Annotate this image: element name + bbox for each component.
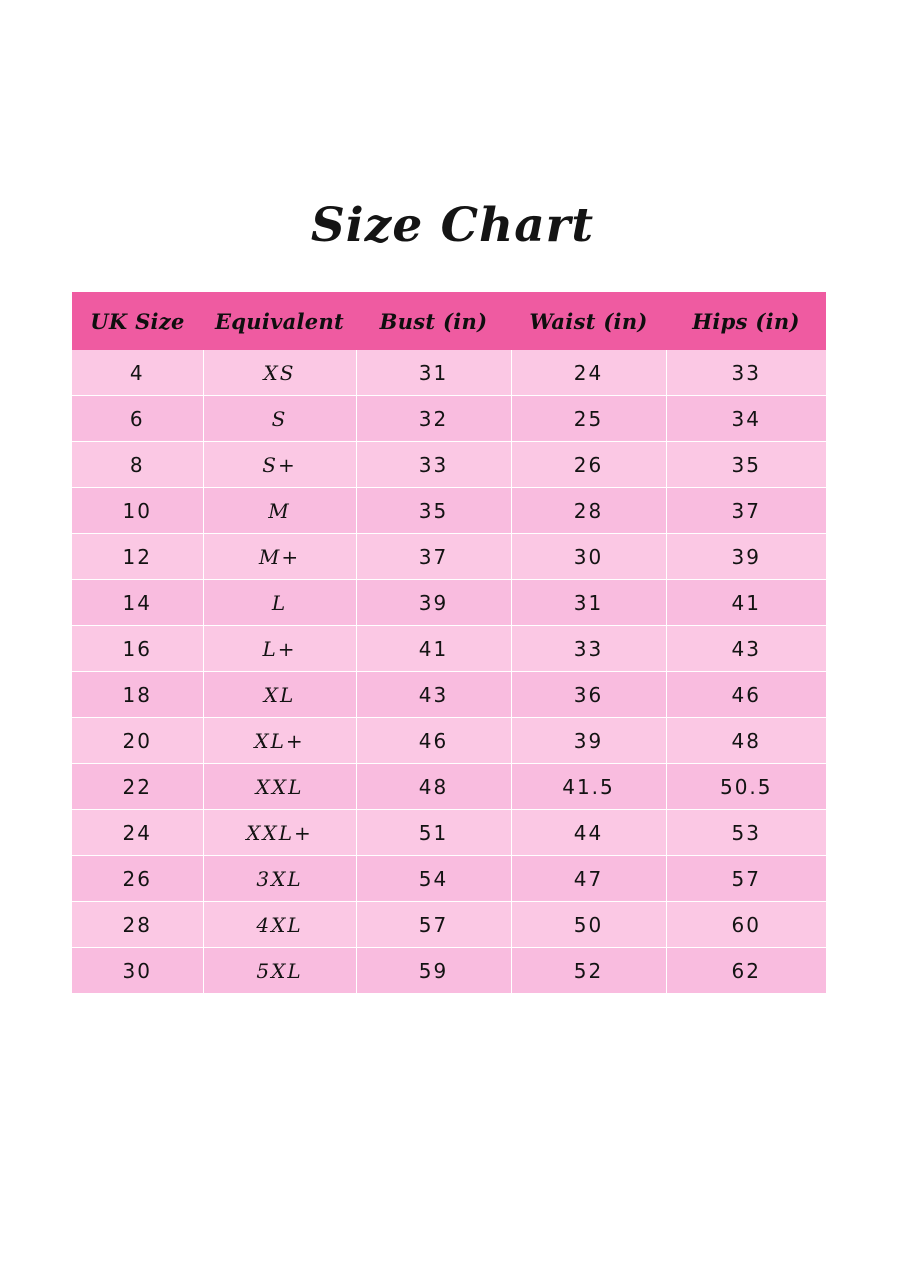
cell-equivalent: M xyxy=(203,488,356,534)
cell-equivalent: XL xyxy=(203,672,356,718)
size-chart-table-container xyxy=(72,292,826,993)
cell-waist: 28 xyxy=(511,488,666,534)
cell-waist: 44 xyxy=(511,810,666,856)
column-header-hips: Hips (in) xyxy=(666,292,826,350)
cell-equivalent: 5XL xyxy=(203,948,356,994)
cell-hips: 46 xyxy=(666,672,826,718)
cell-hips: 43 xyxy=(666,626,826,672)
cell-uk-size: 22 xyxy=(72,764,203,810)
cell-waist: 50 xyxy=(511,902,666,948)
table-row xyxy=(72,718,826,764)
cell-hips: 37 xyxy=(666,488,826,534)
table-row xyxy=(72,902,826,948)
cell-bust: 37 xyxy=(356,534,511,580)
table-row xyxy=(72,488,826,534)
cell-hips: 62 xyxy=(666,948,826,994)
cell-equivalent: S+ xyxy=(203,442,356,488)
column-header-uk-size: UK Size xyxy=(72,292,203,350)
cell-uk-size: 4 xyxy=(72,350,203,396)
cell-bust: 32 xyxy=(356,396,511,442)
cell-uk-size: 14 xyxy=(72,580,203,626)
cell-hips: 57 xyxy=(666,856,826,902)
cell-hips: 50.5 xyxy=(666,764,826,810)
table-header-row xyxy=(72,292,826,350)
table-row xyxy=(72,442,826,488)
cell-hips: 53 xyxy=(666,810,826,856)
cell-waist: 47 xyxy=(511,856,666,902)
cell-equivalent: XL+ xyxy=(203,718,356,764)
cell-waist: 26 xyxy=(511,442,666,488)
cell-bust: 54 xyxy=(356,856,511,902)
table-row xyxy=(72,810,826,856)
cell-equivalent: 4XL xyxy=(203,902,356,948)
cell-hips: 35 xyxy=(666,442,826,488)
cell-equivalent: S xyxy=(203,396,356,442)
cell-uk-size: 6 xyxy=(72,396,203,442)
cell-hips: 34 xyxy=(666,396,826,442)
cell-uk-size: 20 xyxy=(72,718,203,764)
cell-waist: 33 xyxy=(511,626,666,672)
cell-uk-size: 18 xyxy=(72,672,203,718)
cell-bust: 43 xyxy=(356,672,511,718)
table-row xyxy=(72,948,826,994)
cell-waist: 30 xyxy=(511,534,666,580)
table-row xyxy=(72,350,826,396)
cell-waist: 41.5 xyxy=(511,764,666,810)
cell-bust: 51 xyxy=(356,810,511,856)
table-row xyxy=(72,672,826,718)
cell-bust: 57 xyxy=(356,902,511,948)
column-header-bust: Bust (in) xyxy=(356,292,511,350)
table-body xyxy=(72,350,826,993)
cell-uk-size: 12 xyxy=(72,534,203,580)
cell-hips: 39 xyxy=(666,534,826,580)
cell-equivalent: XS xyxy=(203,350,356,396)
cell-waist: 52 xyxy=(511,948,666,994)
cell-hips: 41 xyxy=(666,580,826,626)
cell-bust: 41 xyxy=(356,626,511,672)
cell-waist: 31 xyxy=(511,580,666,626)
cell-uk-size: 16 xyxy=(72,626,203,672)
cell-uk-size: 8 xyxy=(72,442,203,488)
table-row xyxy=(72,534,826,580)
table-row xyxy=(72,580,826,626)
cell-hips: 48 xyxy=(666,718,826,764)
size-chart-table xyxy=(72,292,826,993)
cell-hips: 60 xyxy=(666,902,826,948)
cell-equivalent: M+ xyxy=(203,534,356,580)
cell-equivalent: L+ xyxy=(203,626,356,672)
table-row xyxy=(72,396,826,442)
table-row xyxy=(72,626,826,672)
cell-equivalent: L xyxy=(203,580,356,626)
cell-bust: 48 xyxy=(356,764,511,810)
cell-waist: 24 xyxy=(511,350,666,396)
cell-uk-size: 10 xyxy=(72,488,203,534)
cell-bust: 39 xyxy=(356,580,511,626)
cell-bust: 35 xyxy=(356,488,511,534)
cell-uk-size: 24 xyxy=(72,810,203,856)
cell-bust: 59 xyxy=(356,948,511,994)
table-header xyxy=(72,292,826,350)
cell-equivalent: XXL xyxy=(203,764,356,810)
table-row xyxy=(72,856,826,902)
cell-bust: 31 xyxy=(356,350,511,396)
cell-waist: 36 xyxy=(511,672,666,718)
cell-hips: 33 xyxy=(666,350,826,396)
column-header-waist: Waist (in) xyxy=(511,292,666,350)
cell-uk-size: 26 xyxy=(72,856,203,902)
cell-bust: 46 xyxy=(356,718,511,764)
cell-uk-size: 28 xyxy=(72,902,203,948)
column-header-equivalent: Equivalent xyxy=(203,292,356,350)
cell-equivalent: 3XL xyxy=(203,856,356,902)
cell-uk-size: 30 xyxy=(72,948,203,994)
cell-equivalent: XXL+ xyxy=(203,810,356,856)
cell-waist: 39 xyxy=(511,718,666,764)
cell-bust: 33 xyxy=(356,442,511,488)
page-title: Size Chart xyxy=(310,198,595,253)
table-row xyxy=(72,764,826,810)
cell-waist: 25 xyxy=(511,396,666,442)
